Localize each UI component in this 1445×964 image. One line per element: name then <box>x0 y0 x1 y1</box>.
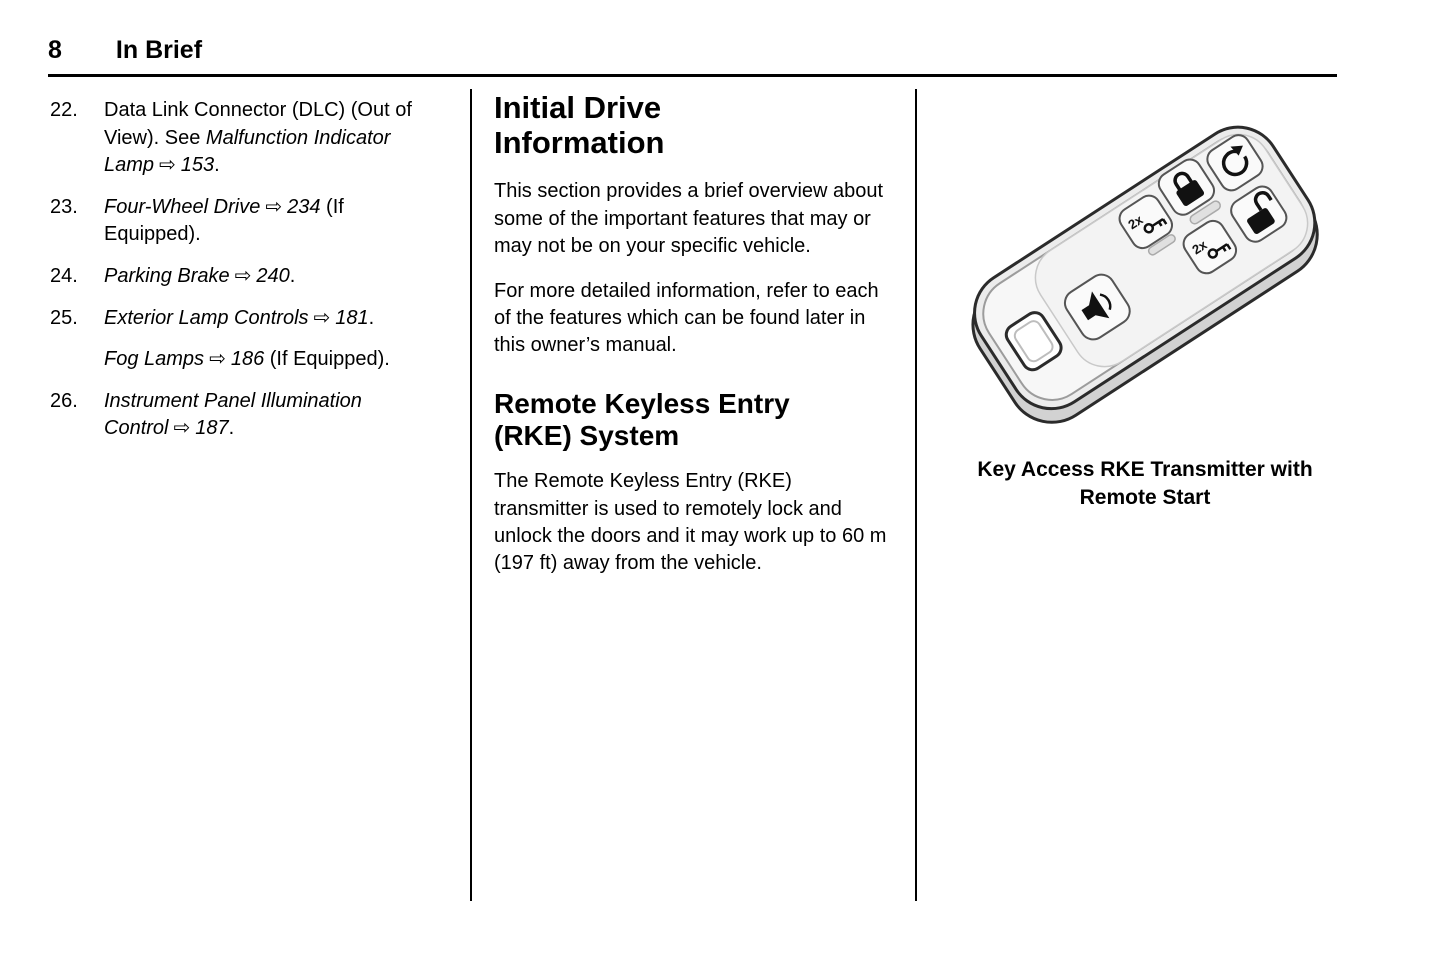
page-ref-arrow-icon: ⇨ <box>234 264 252 287</box>
multi-press-label: 2x <box>1189 236 1210 258</box>
multi-press-label: 2x <box>1125 211 1146 233</box>
toc-item-text: Parking Brake ⇨ 240. <box>104 264 296 287</box>
toc-item-number: 23. <box>50 195 78 218</box>
toc-item-25 <box>50 305 440 333</box>
page-ref-arrow-icon: ⇨ <box>313 306 331 329</box>
toc-item-number: 22. <box>50 99 78 121</box>
main-text-column <box>472 89 915 901</box>
section-title-initial-drive: Initial Drive Information <box>494 90 665 160</box>
section-title-rke: Remote Keyless Entry (RKE) System <box>494 387 790 451</box>
key-fob-illustration <box>943 97 1355 452</box>
key-fob-image <box>943 97 1353 452</box>
chapter-title: In Brief <box>115 36 203 64</box>
toc-subitem-fog-lamps: Fog Lamps ⇨ 186 (If Equipped). <box>104 348 390 371</box>
paragraph-more-info: For more detailed information, refer to each of the features which can be found later in this owner’s manual. <box>494 279 879 357</box>
page-header <box>48 36 1337 65</box>
toc-item-text: Data Link Connector (DLC) (Out of View). See Malfunction Indicator Lamp ⇨ 153. <box>104 99 412 177</box>
header-rule <box>48 74 1337 77</box>
figure-column <box>917 89 1355 901</box>
toc-item-text: Exterior Lamp Controls ⇨ 181. <box>104 306 375 329</box>
toc-item-23 <box>50 194 440 249</box>
toc-item-text: Instrument Panel Illumination Control ⇨ 187. <box>104 389 362 440</box>
page-ref-arrow-icon: ⇨ <box>265 195 283 218</box>
toc-item-number: 25. <box>50 306 78 329</box>
toc-item-number: 26. <box>50 389 78 412</box>
paragraph-overview: This section provides a brief overview about some of the important features that may or may not be on your specific vehicle. <box>494 180 884 258</box>
toc-item-number: 24. <box>50 264 78 287</box>
page-ref-arrow-icon: ⇨ <box>159 154 176 177</box>
toc-item-26 <box>50 388 440 443</box>
paragraph-rke: The Remote Keyless Entry (RKE) transmitter is used to remotely lock and unlock the doors and it may work up to 60 m (197 ft) away from the vehicle. <box>494 470 887 575</box>
toc-item-22 <box>50 97 440 180</box>
page-number: 8 <box>48 36 62 64</box>
figure-caption: Key Access RKE Transmitter with Remote Start <box>977 458 1313 510</box>
toc-item-24 <box>50 263 440 291</box>
page-columns <box>48 89 1337 901</box>
toc-item-text: Four-Wheel Drive ⇨ 234 (If Equipped). <box>104 195 344 246</box>
page-ref-arrow-icon: ⇨ <box>173 417 191 440</box>
toc-column <box>48 89 470 901</box>
page-ref-arrow-icon: ⇨ <box>209 348 226 371</box>
